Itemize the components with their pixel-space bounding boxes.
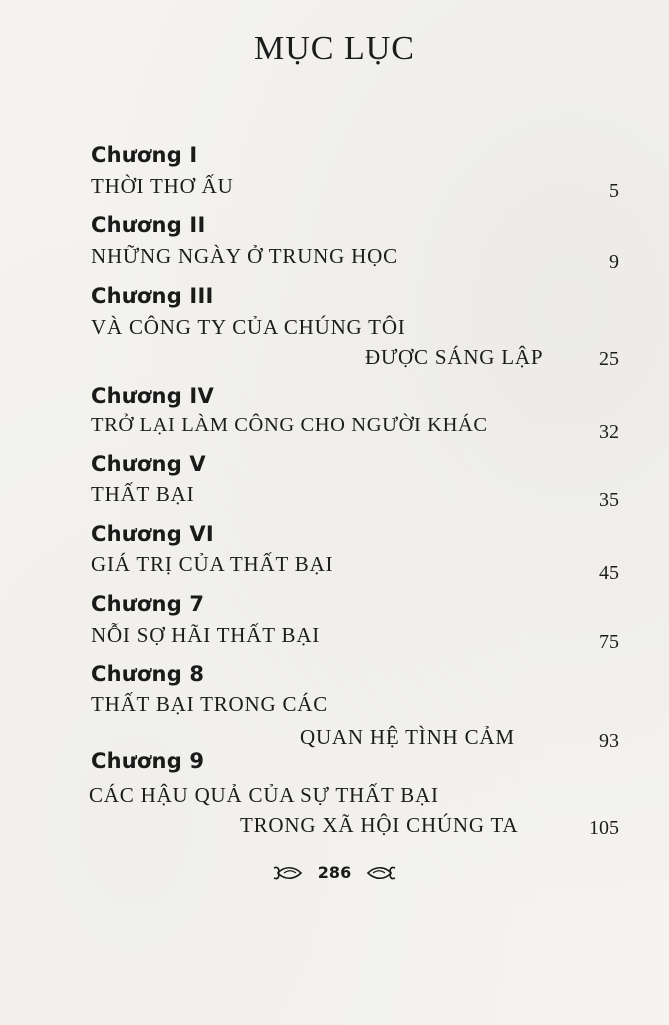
chapter-page-number: 75 [599, 631, 619, 653]
chapter-title: THẤT BẠI TRONG CÁC [91, 692, 329, 716]
chapter-heading: Chương VI [91, 522, 214, 546]
page-title: MỤC LỤC [254, 30, 415, 67]
chapter-title: TRỞ LẠI LÀM CÔNG CHO NGƯỜI KHÁC [91, 414, 488, 436]
fish-ornament-icon [365, 864, 397, 882]
page-footer [0, 862, 669, 882]
chapter-page-number: 32 [599, 421, 619, 443]
chapter-page-number: 25 [599, 348, 619, 370]
chapter-heading: Chương V [91, 452, 206, 476]
chapter-heading: Chương 8 [91, 662, 205, 686]
chapter-page-number: 93 [599, 730, 619, 752]
chapter-heading: Chương III [91, 284, 214, 308]
chapter-title: NHỮNG NGÀY Ở TRUNG HỌC [91, 244, 398, 268]
chapter-heading: Chương 9 [91, 749, 205, 773]
chapter-page-number: 35 [599, 489, 619, 511]
chapter-title: VÀ CÔNG TY CỦA CHÚNG TÔI [91, 315, 406, 339]
chapter-heading: Chương I [91, 143, 198, 167]
page-number: 286 [317, 863, 352, 882]
chapter-title-continued: ĐƯỢC SÁNG LẬP [365, 345, 544, 369]
chapter-title-continued: TRONG XÃ HỘI CHÚNG TA [240, 813, 519, 837]
chapter-page-number: 105 [589, 817, 619, 839]
chapter-heading: Chương II [91, 213, 206, 237]
chapter-page-number: 45 [599, 562, 619, 584]
chapter-title: GIÁ TRỊ CỦA THẤT BẠI [91, 552, 334, 576]
chapter-title: CÁC HẬU QUẢ CỦA SỰ THẤT BẠI [89, 783, 439, 807]
chapter-heading: Chương IV [91, 384, 214, 408]
chapter-page-number: 9 [609, 251, 619, 273]
chapter-title: THỜI THƠ ẤU [91, 174, 234, 198]
chapter-heading: Chương 7 [91, 592, 205, 616]
fish-ornament-icon [272, 864, 304, 882]
chapter-title: THẤT BẠI [91, 482, 195, 506]
chapter-title: NỖI SỢ HÃI THẤT BẠI [91, 623, 321, 647]
chapter-title-continued: QUAN HỆ TÌNH CẢM [300, 725, 515, 749]
chapter-page-number: 5 [609, 180, 619, 202]
